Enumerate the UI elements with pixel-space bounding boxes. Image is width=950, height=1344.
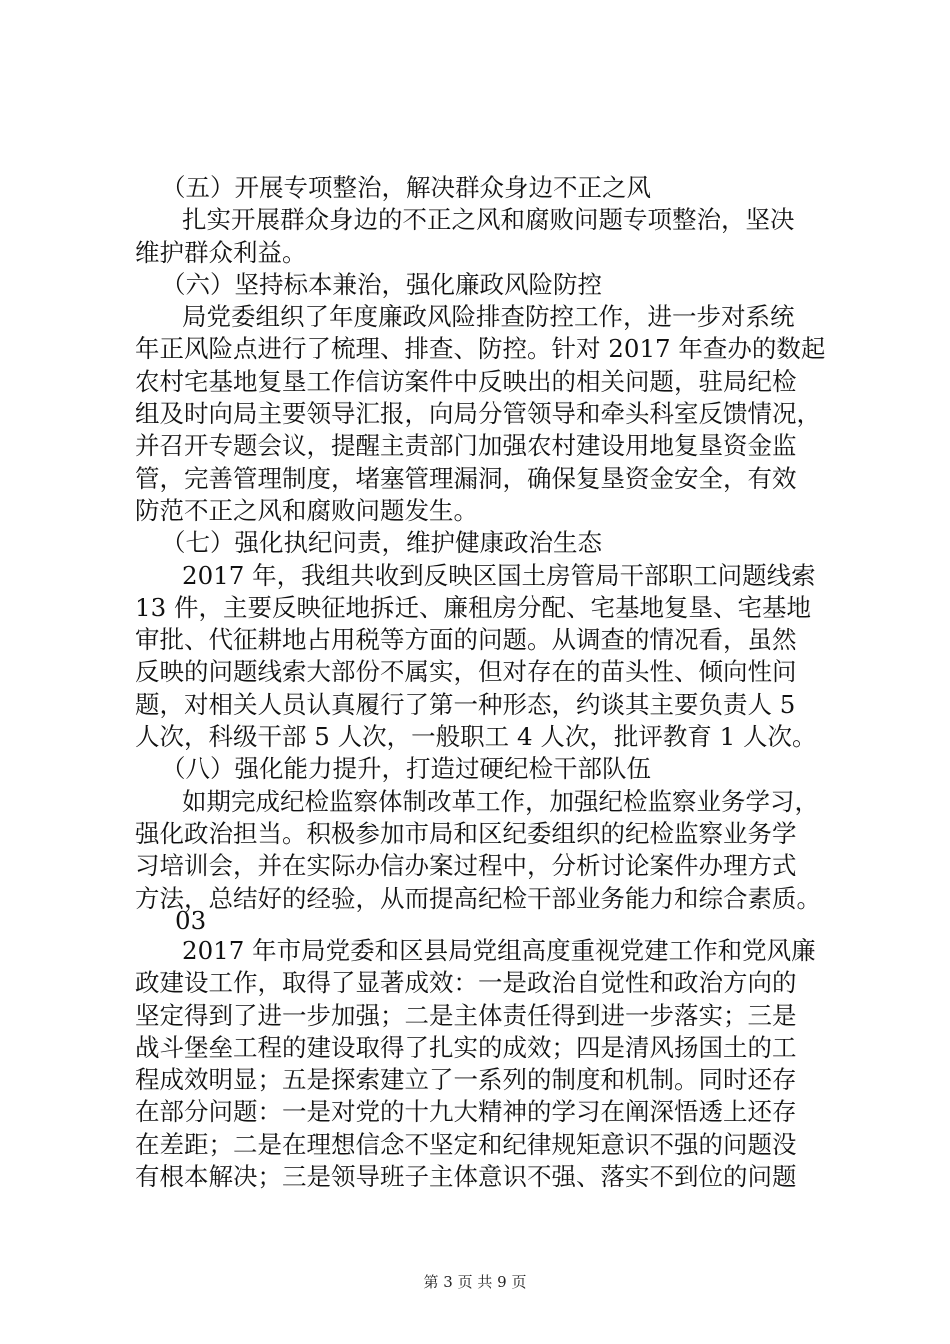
- paragraph-line: 组及时向局主要领导汇报，向局分管领导和牵头科室反馈情况，: [135, 399, 821, 429]
- paragraph-line: 2017 年市局党委和区县局党组高度重视党建工作和党风廉: [182, 936, 816, 965]
- paragraph-line: 战斗堡垒工程的建设取得了扎实的成效；四是清风扬国土的工: [135, 1032, 797, 1062]
- page-footer: 第 3 页 共 9 页: [423, 1273, 527, 1291]
- section-marker: 03: [175, 906, 207, 935]
- paragraph-line: 并召开专题会议，提醒主责部门加强农村建设用地复垦资金监: [135, 431, 797, 461]
- body-text-section-2: [135, 935, 835, 1193]
- paragraph-line: 13 件，主要反映征地拆迁、廉租房分配、宅基地复垦、宅基地: [135, 592, 811, 622]
- paragraph-line: 防范不正之风和腐败问题发生。: [135, 495, 478, 525]
- paragraph-line: 维护群众利益。: [135, 237, 307, 267]
- body-text-section-1: [135, 172, 835, 915]
- paragraph-line: 有根本解决；三是领导班子主体意识不强、落实不到位的问题: [135, 1162, 797, 1192]
- section-heading: （六）坚持标本兼治，强化廉政风险防控: [161, 269, 602, 299]
- paragraph-line: 坚定得到了进一步加强；二是主体责任得到进一步落实；三是: [135, 1000, 797, 1030]
- paragraph-line: 方法，总结好的经验，从而提高纪检干部业务能力和综合素质。: [135, 883, 821, 913]
- paragraph-line: 如期完成纪检监察体制改革工作，加强纪检监察业务学习，: [182, 786, 819, 816]
- section-heading: （八）强化能力提升，打造过硬纪检干部队伍: [161, 754, 651, 784]
- section-heading: （七）强化执纪问责，维护健康政治生态: [161, 528, 602, 558]
- paragraph-line: 反映的问题线索大部份不属实，但对存在的苗头性、倾向性问: [135, 657, 797, 687]
- paragraph-line: 2017 年，我组共收到反映区国土房管局干部职工问题线索: [182, 560, 816, 590]
- paragraph-line: 习培训会，并在实际办信办案过程中，分析讨论案件办理方式: [135, 851, 797, 881]
- paragraph-line: 题，对相关人员认真履行了第一种形态，约谈其主要负责人 5: [135, 689, 796, 719]
- paragraph-line: 程成效明显；五是探索建立了一系列的制度和机制。同时还存: [135, 1065, 797, 1095]
- paragraph-line: 强化政治担当。积极参加市局和区纪委组织的纪检监察业务学: [135, 818, 797, 848]
- paragraph-line: 扎实开展群众身边的不正之风和腐败问题专项整治，坚决: [182, 205, 795, 235]
- paragraph-line: 审批、代征耕地占用税等方面的问题。从调查的情况看，虽然: [135, 625, 797, 655]
- paragraph-line: 年正风险点进行了梳理、排查、防控。针对 2017 年查办的数起: [135, 334, 826, 364]
- paragraph-line: 在差距；二是在理想信念不坚定和纪律规矩意识不强的问题没: [135, 1129, 797, 1159]
- paragraph-line: 在部分问题：一是对党的十九大精神的学习在阐深悟透上还存: [135, 1097, 797, 1127]
- paragraph-line: 人次，科级干部 5 人次，一般职工 4 人次，批评教育 1 人次。: [135, 722, 817, 752]
- paragraph-line: 管，完善管理制度，堵塞管理漏洞，确保复垦资金安全，有效: [135, 463, 797, 493]
- section-heading: （五）开展专项整治，解决群众身边不正之风: [161, 173, 651, 202]
- paragraph-line: 政建设工作，取得了显著成效：一是政治自觉性和政治方向的: [135, 968, 797, 998]
- paragraph-line: 农村宅基地复垦工作信访案件中反映出的相关问题，驻局纪检: [135, 366, 797, 396]
- paragraph-line: 局党委组织了年度廉政风险排查防控工作，进一步对系统: [182, 302, 795, 332]
